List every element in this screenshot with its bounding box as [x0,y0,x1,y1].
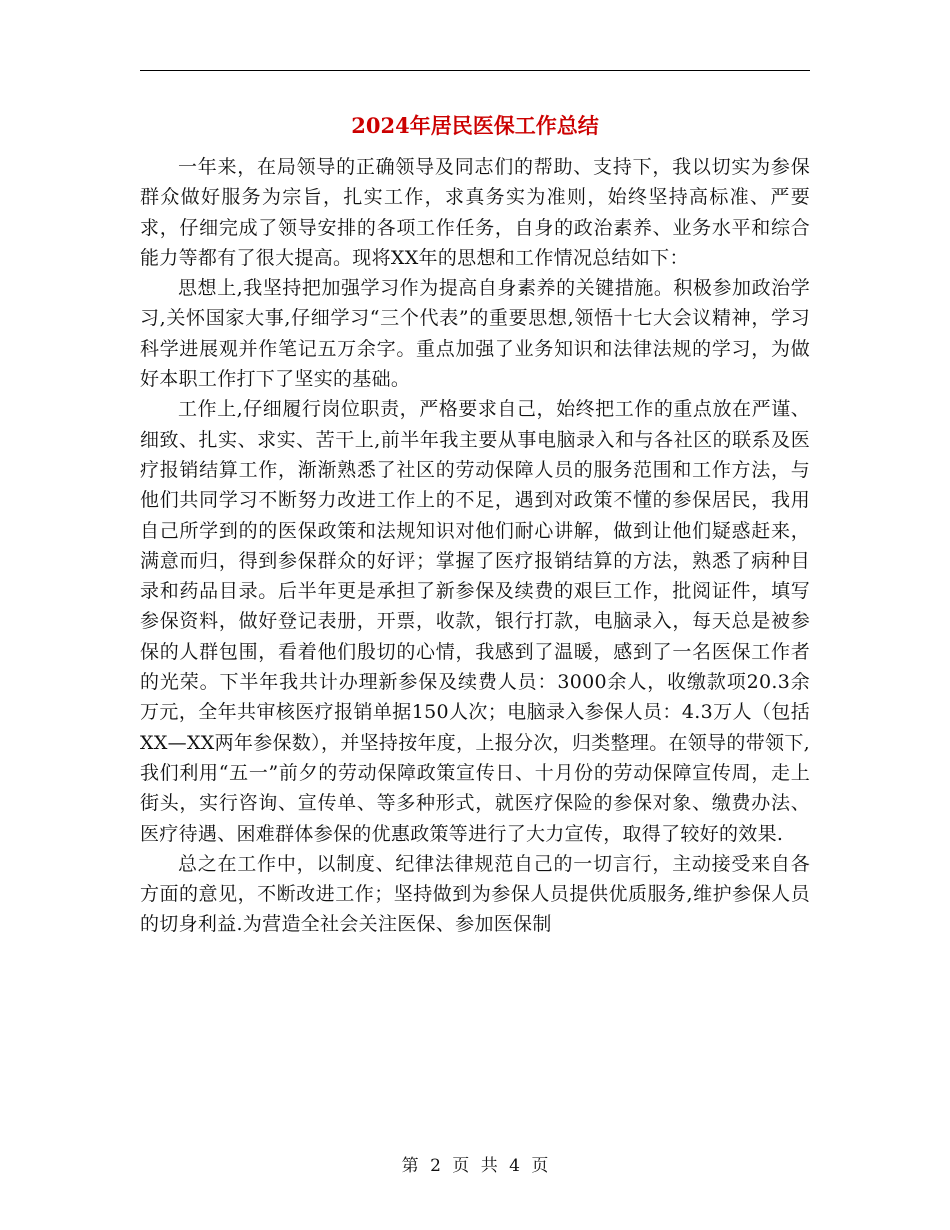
paragraph-intro: 一年来，在局领导的正确领导及同志们的帮助、支持下，我以切实为参保群众做好服务为宗旨，扎实工作，求真务实为准则，始终坚持高标准、严要求，仔细完成了领导安排的各项工作任务，自身的政治素养、业务水平和综合能力等都有了很大提高。现将XX年的思想和工作情况总结如下： [140,156,810,269]
paragraph-thought: 思想上,我坚持把加强学习作为提高自身素养的关键措施。积极参加政治学习,关怀国家大事,仔细学习“三个代表”的重要思想,领悟十七大会议精神，学习科学进展观并作笔记五万余字。重点加强了业务知识和法律法规的学习，为做好本职工作打下了坚实的基础。 [140,277,810,391]
document-title: 2024年居民医保工作总结 [351,113,599,138]
paragraph-summary: 总之在工作中，以制度、纪律法律规范自己的一切言行，主动接受来自各方面的意见，不断改进工作；坚持做到为参保人员提供优质服务,维护参保人员的切身利益.为营造全社会关注医保、参加医保制 [140,852,810,936]
paragraph-work: 工作上,仔细履行岗位职责，严格要求自己，始终把工作的重点放在严谨、细致、扎实、求实、苦干上,前半年我主要从事电脑录入和与各社区的联系及医疗报销结算工作，渐渐熟悉了社区的劳动保障人员的服务范围和工作方法，与他们共同学习不断努力改进工作上的不足，遇到对政策不懂的参保居民，我用自己所学到的的医保政策和法规知识对他们耐心讲解，做到让他们疑惑赶来，满意而归，得到参保群众的好评；掌握了医疗报销结算的方法，熟悉了病种目录和药品目录。后半年更是承担了新参保及续费的艰巨工作，批阅证件，填写参保资料，做好登记表册，开票，收款，银行打款，电脑录入，每天总是被参保的人群包围，看着他们殷切的心情，我感到了温暖，感到了一名医保工作者的光荣。下半年我共计办理新参保及续费人员：3000余人，收缴款项20.3余万元，全年共审核医疗报销单据150人次；电脑录入参保人员：4.3万人（包括XX—XX两年参保数），并坚持按年度，上报分次，归类整理。在领导的带领下,我们利用“五一”前夕的劳动保障政策宣传日、十月份的劳动保障宣传周，走上街头，实行咨询、宣传单、等多种形式，就医疗保险的参保对象、缴费办法、医疗待遇、困难群体参保的优惠政策等进行了大力宣传，取得了较好的效果. [140,398,810,845]
page-number-footer: 第 2 页 共 4 页 [401,1156,549,1176]
header-rule [140,70,810,71]
document-body [140,152,810,940]
